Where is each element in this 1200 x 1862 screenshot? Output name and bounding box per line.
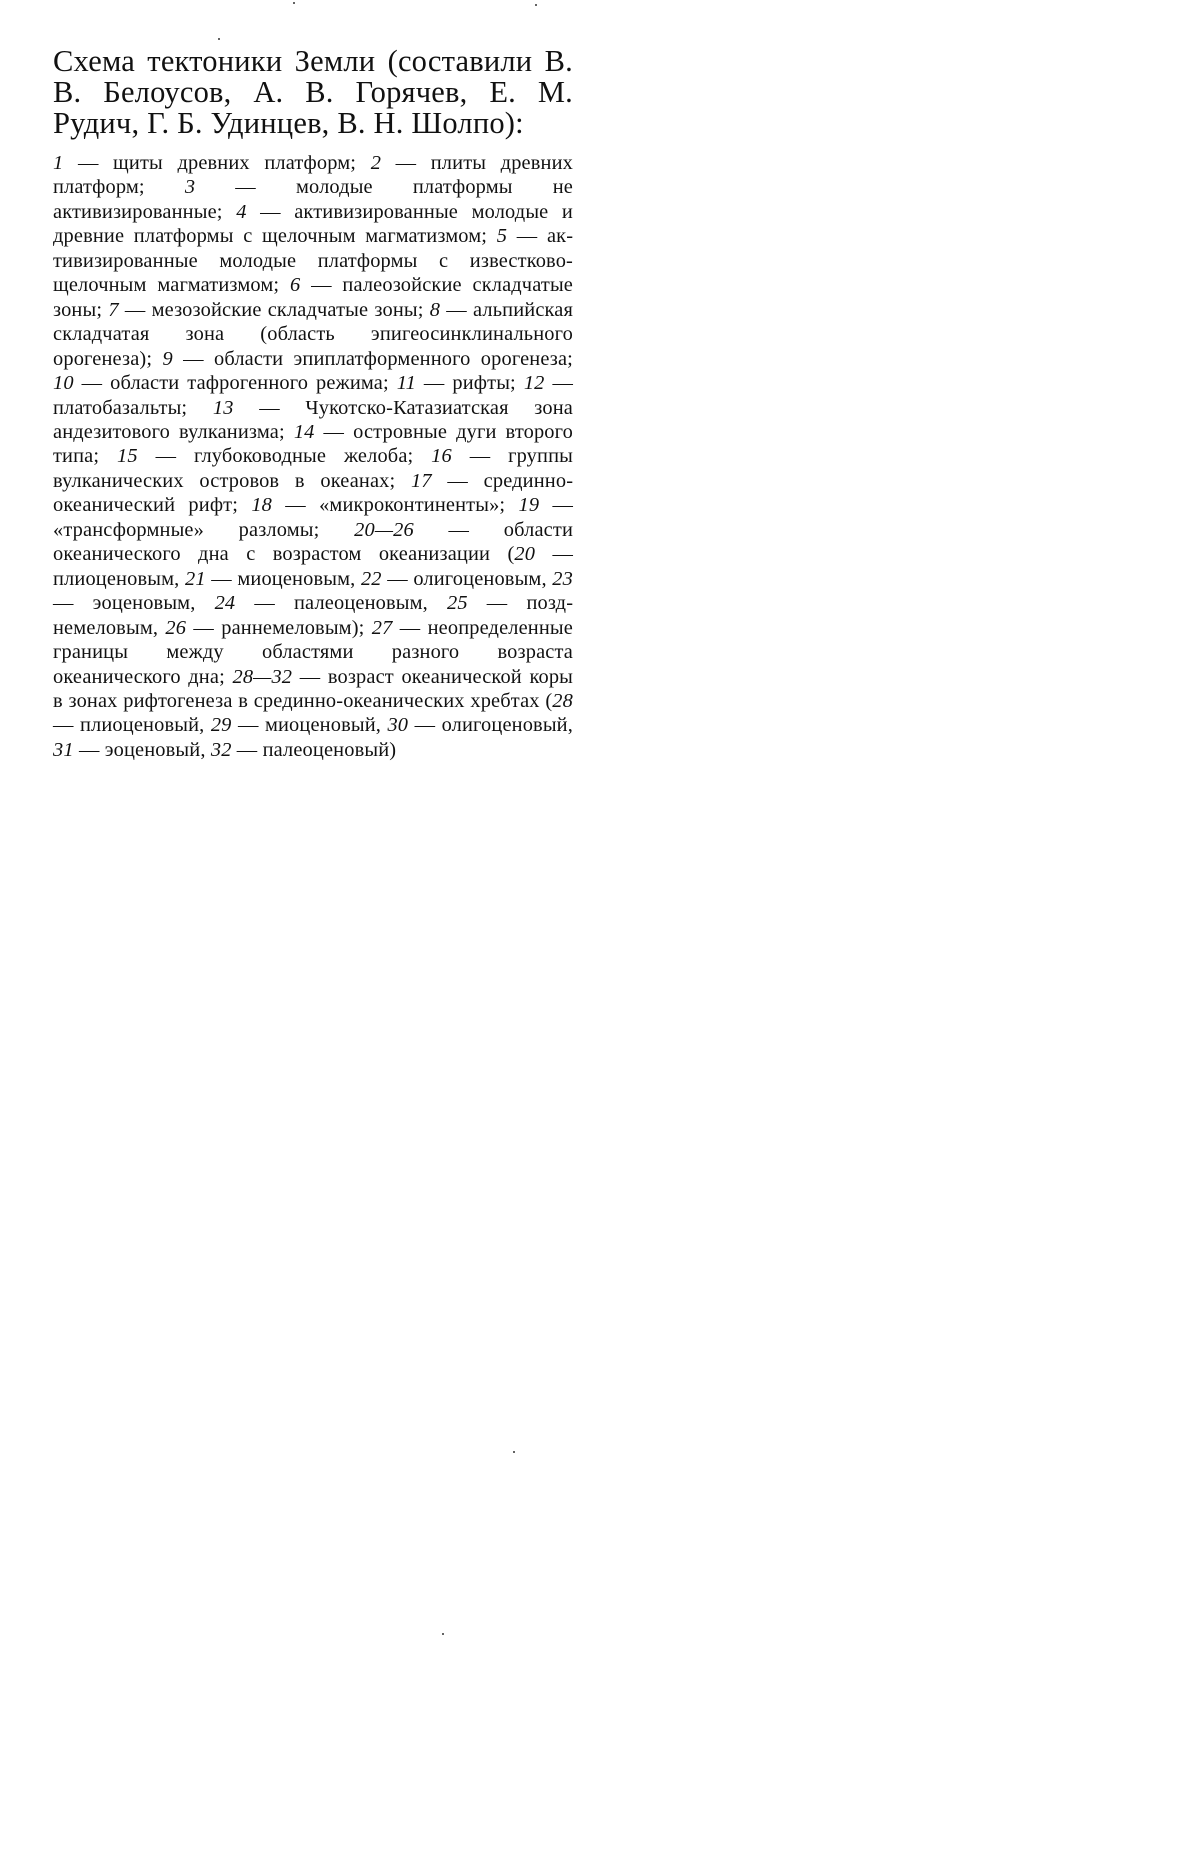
legend-number: 4 <box>236 200 247 223</box>
scan-speck <box>293 2 295 4</box>
legend-text: — молодые платформы не активизированные; <box>53 176 573 223</box>
legend-text: — щиты древних платформ; <box>63 152 371 174</box>
legend-number: 14 <box>293 420 315 443</box>
legend-text: — палеоценовым, <box>235 592 448 615</box>
legend-number: 8 <box>429 298 441 321</box>
caption-legend <box>53 151 573 762</box>
legend-text: — островные дуги второго типа; <box>53 420 573 468</box>
legend-text: — эоценовый, <box>73 738 211 761</box>
legend-item <box>53 372 397 394</box>
legend-item <box>251 494 518 516</box>
legend-text: — олигоценовым, <box>381 567 553 590</box>
legend-number: 17 <box>411 469 432 492</box>
legend-number: 20 <box>514 543 536 566</box>
legend-text: — позднемеловым, <box>53 592 574 639</box>
legend-item <box>215 592 447 614</box>
legend-number: 13 <box>212 396 234 419</box>
legend-number: 19 <box>518 494 540 517</box>
legend-text: — области эпиплатформенного орогенеза; <box>172 347 573 370</box>
legend-text: — мезозойские складчатые зоны; <box>118 298 430 321</box>
legend-item <box>361 568 552 590</box>
legend-text: — олигоценовый, <box>408 714 573 737</box>
legend-text: — активизированные молодые и древние платформы с щелочным магматизмом; <box>53 200 573 248</box>
legend-item <box>162 348 573 370</box>
legend-item <box>397 372 524 394</box>
legend-item <box>53 739 211 761</box>
legend-number: 23 <box>552 567 573 590</box>
legend-text: — Чукотско-Катазиатская зона андезитового вулканизма; <box>53 396 573 443</box>
legend-number: 32 <box>210 738 232 761</box>
legend-text: — плиоценовый, <box>53 714 211 737</box>
legend-number: 21 <box>184 567 206 590</box>
legend-text: — активизированные молодые платформы с известково-щелочным магматизмом; <box>53 225 573 297</box>
legend-text: — миоценовым, <box>205 567 361 590</box>
figure-caption <box>53 46 573 762</box>
legend-text: — группы вулканических островов в океанах; <box>53 445 573 492</box>
legend-number: 25 <box>447 592 468 615</box>
legend-number: 6 <box>289 274 301 297</box>
legend-number: 5 <box>496 225 508 248</box>
legend-number: 29 <box>210 714 232 737</box>
legend-text: — рифты; <box>415 372 524 395</box>
legend-text: — области океанического дна с возрастом океанизации ( <box>53 518 574 566</box>
legend-number: 24 <box>214 592 236 615</box>
legend-text: — альпийская складчатая зона (область эпигеосинклинального орогенеза); <box>53 298 574 370</box>
legend-text: — палеоценовый) <box>231 738 397 761</box>
legend-number: 18 <box>251 494 273 517</box>
legend-text: — плиоценовым, <box>53 543 573 590</box>
legend-item <box>165 617 371 639</box>
legend-number: 15 <box>117 445 138 468</box>
legend-item <box>211 739 396 761</box>
legend-number: 12 <box>523 372 545 395</box>
legend-text: — неопределенные границы между областями разного возраста океанического дна; <box>53 616 573 688</box>
scan-speck <box>218 38 220 40</box>
legend-item <box>117 445 431 467</box>
legend-text: — платобазальты; <box>53 372 573 419</box>
legend-number: 10 <box>53 372 74 395</box>
legend-number: 20—26 <box>354 518 414 541</box>
legend-number: 16 <box>431 445 452 468</box>
legend-item <box>387 714 573 736</box>
legend-item <box>211 714 388 736</box>
legend-item <box>185 568 361 590</box>
legend-text: — «микроконтиненты»; <box>272 494 519 517</box>
legend-number: 9 <box>162 347 173 370</box>
legend-number: 26 <box>165 616 187 639</box>
legend-number: 22 <box>360 567 382 590</box>
legend-text: — «трансформные» разломы; <box>53 494 573 541</box>
legend-number: 1 <box>53 152 64 174</box>
legend-number: 31 <box>53 738 74 761</box>
caption-title: Схема тектоники Земли (составили В. В. Белоусов, А. В. Горячев, Е. М. Рудич, Г. Б. Удинцев, В. Н. Шолпо): <box>53 44 573 140</box>
scan-speck <box>513 1451 515 1453</box>
legend-number: 3 <box>184 176 196 199</box>
legend-text: — эоценовым, <box>53 592 215 615</box>
legend-number: 7 <box>108 298 119 321</box>
legend-text: — области тафрогенного режима; <box>73 372 397 395</box>
scan-speck <box>535 4 537 6</box>
legend-text: — плиты древних платформ; <box>53 152 574 199</box>
legend-number: 2 <box>370 152 382 174</box>
legend-number: 11 <box>396 372 416 395</box>
legend-item <box>108 299 429 321</box>
legend-text: — палеозойские складчатые зоны; <box>53 274 573 321</box>
legend-text: — миоценовый, <box>231 714 388 737</box>
legend-number: 30 <box>387 714 409 737</box>
legend-text: — возраст океанической коры в зонах рифтогенеза в срединно-океанических хребтах ( <box>53 665 574 712</box>
legend-item <box>53 152 371 174</box>
legend-number: 27 <box>371 616 393 639</box>
legend-number: 28 <box>552 689 573 712</box>
scan-speck <box>442 1633 444 1635</box>
legend-number: 28—32 <box>232 665 293 688</box>
legend-text: — срединноокеанический рифт; <box>53 469 573 517</box>
legend-text: — глубоководные желоба; <box>137 445 432 468</box>
legend-text: — раннемеловым); <box>186 616 372 639</box>
